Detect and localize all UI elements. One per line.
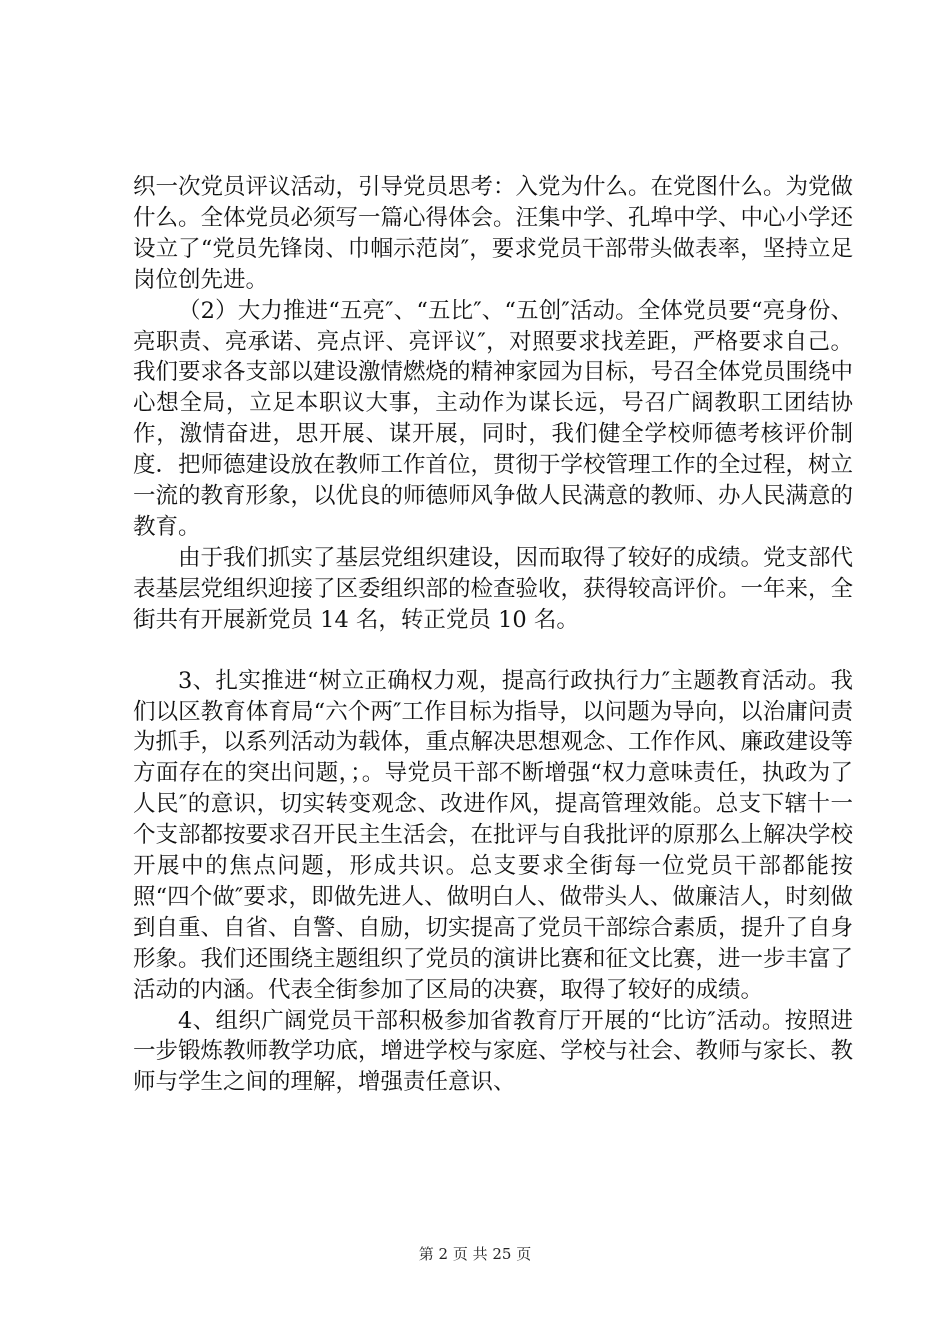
paragraph-party-review: 织一次党员评议活动，引导党员思考：入党为什么。在党图什么。为党做什么。全体党员必须写一篇心得体会。汪集中学、孔埠中学、中心小学还设立了“党员先锋岗、巾帼示范岗″，要求党员干部带头做表率，坚持立足岗位创先进。 (133, 174, 854, 293)
paragraph-five-activities: （2）大力推进“五亮″、“五比″、“五创″活动。全体党员要“亮身份、亮职责、亮承诺、亮点评、亮评议″，对照要求找差距，严格要求自己。我们要求各支部以建设激情燃烧的精神家园为目标，号召全体党员围绕中心想全局，立足本职议大事，主动作为谋长远，号召广阔教职工团结协作，激情奋进，思开展、谋开展，同时，我们健全学校师德考核评价制度．把师德建设放在教师工作首位，贯彻于学校管理工作的全过程，树立一流的教育形象，以优良的师德师风争做人民满意的教师、办人民满意的教育。 (133, 297, 854, 540)
page-footer: 第 2 页 共 25 页 (418, 1245, 532, 1263)
paragraph-theme-education: 3、扎实推进“树立正确权力观，提高行政执行力″主题教育活动。我们以区教育体育局“六个两″工作目标为指导，以问题为导向，以治庸问责为抓手，以系列活动为载体，重点解决思想观念、工作作风、廉政建设等方面存在的突出问题，；。导党员干部不断增强“权力意味责任，执政为了人民″的意识，切实转变观念、改进作风，提高管理效能。总支下辖十一个支部都按要求召开民主生活会，在批评与自我批评的原那么上解决学校开展中的焦点问题，形成共识。总支要求全街每一位党员干部都能按照“四个做″要求，即做先进人、做明白人、做带头人、做廉洁人，时刻做到自重、自省、自警、自励，切实提高了党员干部综合素质，提升了自身形象。我们还围绕主题组织了党员的演讲比赛和征文比赛，进一步丰富了活动的内涵。代表全街参加了区局的决赛，取得了较好的成绩。 (133, 667, 854, 1003)
paragraph-results: 由于我们抓实了基层党组织建设，因而取得了较好的成绩。党支部代表基层党组织迎接了区委组织部的检查验收，获得较高评价。一年来，全街共有开展新党员 14 名，转正党员 10 名。 (133, 544, 854, 633)
document-body (133, 172, 853, 1098)
paragraph-visit-activity: 4、组织广阔党员干部积极参加省教育厅开展的“比访″活动。按照进一步锻炼教师教学功底，增进学校与家庭、学校与社会、教师与家长、教师与学生之间的理解，增强责任意识、 (133, 1007, 854, 1096)
